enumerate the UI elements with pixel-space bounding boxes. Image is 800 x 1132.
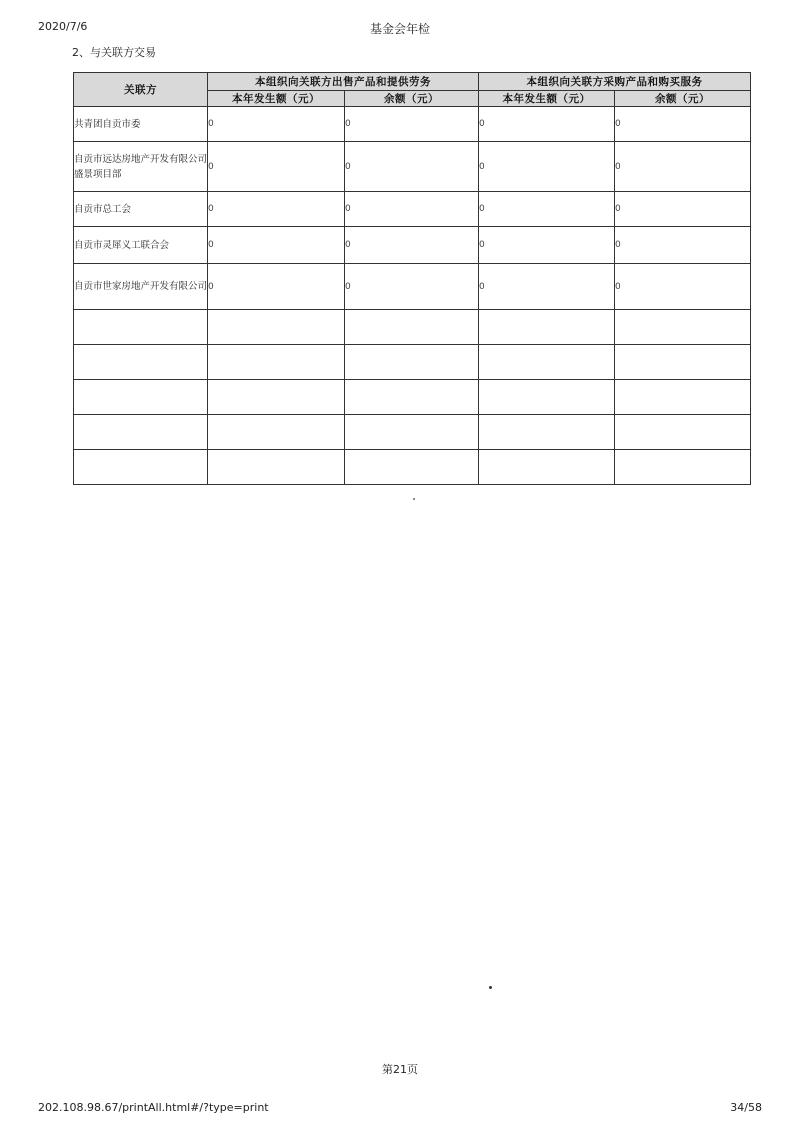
table-row (74, 142, 751, 192)
sell-balance: 0 (345, 264, 479, 310)
buy-balance (615, 310, 751, 345)
party-name: 共青团自贡市委 (74, 107, 208, 142)
buy-balance: 0 (615, 227, 751, 264)
related-party-table (73, 72, 751, 485)
header-buy-amount: 本年发生额（元） (479, 91, 615, 107)
buy-balance (615, 380, 751, 415)
print-date: 2020/7/6 (38, 20, 88, 33)
scan-speck (413, 498, 415, 500)
buy-amount: 0 (479, 142, 615, 192)
sell-amount: 0 (208, 264, 345, 310)
sell-amount: 0 (208, 142, 345, 192)
buy-amount (479, 450, 615, 485)
sell-balance: 0 (345, 107, 479, 142)
table-row (74, 107, 751, 142)
buy-balance (615, 450, 751, 485)
party-name: 自贡市总工会 (74, 192, 208, 227)
party-name (74, 415, 208, 450)
sell-amount (208, 345, 345, 380)
sell-amount (208, 450, 345, 485)
sell-amount: 0 (208, 227, 345, 264)
buy-balance (615, 345, 751, 380)
buy-balance: 0 (615, 142, 751, 192)
scan-speck (489, 986, 492, 989)
party-name: 自贡市远达房地产开发有限公司盛景项目部 (74, 142, 208, 192)
sell-amount (208, 380, 345, 415)
buy-balance: 0 (615, 107, 751, 142)
sell-balance (345, 345, 479, 380)
table-row (74, 227, 751, 264)
sell-amount (208, 415, 345, 450)
sell-amount (208, 310, 345, 345)
table-row (74, 192, 751, 227)
print-url: 202.108.98.67/printAll.html#/?type=print (38, 1101, 269, 1114)
buy-amount (479, 345, 615, 380)
sell-balance (345, 380, 479, 415)
buy-amount (479, 415, 615, 450)
table-row (74, 345, 751, 380)
page-number: 第21页 (382, 1063, 418, 1076)
page-title: 基金会年检 (369, 22, 430, 36)
header-sell-group: 本组织向关联方出售产品和提供劳务 (208, 73, 479, 91)
party-name: 自贡市世家房地产开发有限公司 (74, 264, 208, 310)
sell-amount: 0 (208, 107, 345, 142)
header-sell-balance: 余额（元） (345, 91, 479, 107)
sell-balance (345, 310, 479, 345)
sell-balance: 0 (345, 227, 479, 264)
buy-amount: 0 (479, 107, 615, 142)
table-row (74, 310, 751, 345)
sell-balance (345, 415, 479, 450)
table-row (74, 450, 751, 485)
buy-amount: 0 (479, 227, 615, 264)
section-title: 2、与关联方交易 (72, 46, 156, 59)
sell-balance: 0 (345, 192, 479, 227)
sell-balance (345, 450, 479, 485)
print-page-count: 34/58 (730, 1101, 762, 1114)
party-name (74, 345, 208, 380)
table-row (74, 415, 751, 450)
buy-amount: 0 (479, 192, 615, 227)
header-party: 关联方 (74, 73, 208, 107)
table-row (74, 264, 751, 310)
sell-amount: 0 (208, 192, 345, 227)
party-name (74, 450, 208, 485)
party-name (74, 380, 208, 415)
sell-balance: 0 (345, 142, 479, 192)
buy-amount (479, 310, 615, 345)
buy-amount: 0 (479, 264, 615, 310)
buy-balance: 0 (615, 192, 751, 227)
header-sell-amount: 本年发生额（元） (208, 91, 345, 107)
header-buy-group: 本组织向关联方采购产品和购买服务 (479, 73, 751, 91)
party-name: 自贡市灵犀义工联合会 (74, 227, 208, 264)
buy-amount (479, 380, 615, 415)
party-name (74, 310, 208, 345)
table-row (74, 380, 751, 415)
header-buy-balance: 余额（元） (615, 91, 751, 107)
buy-balance: 0 (615, 264, 751, 310)
buy-balance (615, 415, 751, 450)
